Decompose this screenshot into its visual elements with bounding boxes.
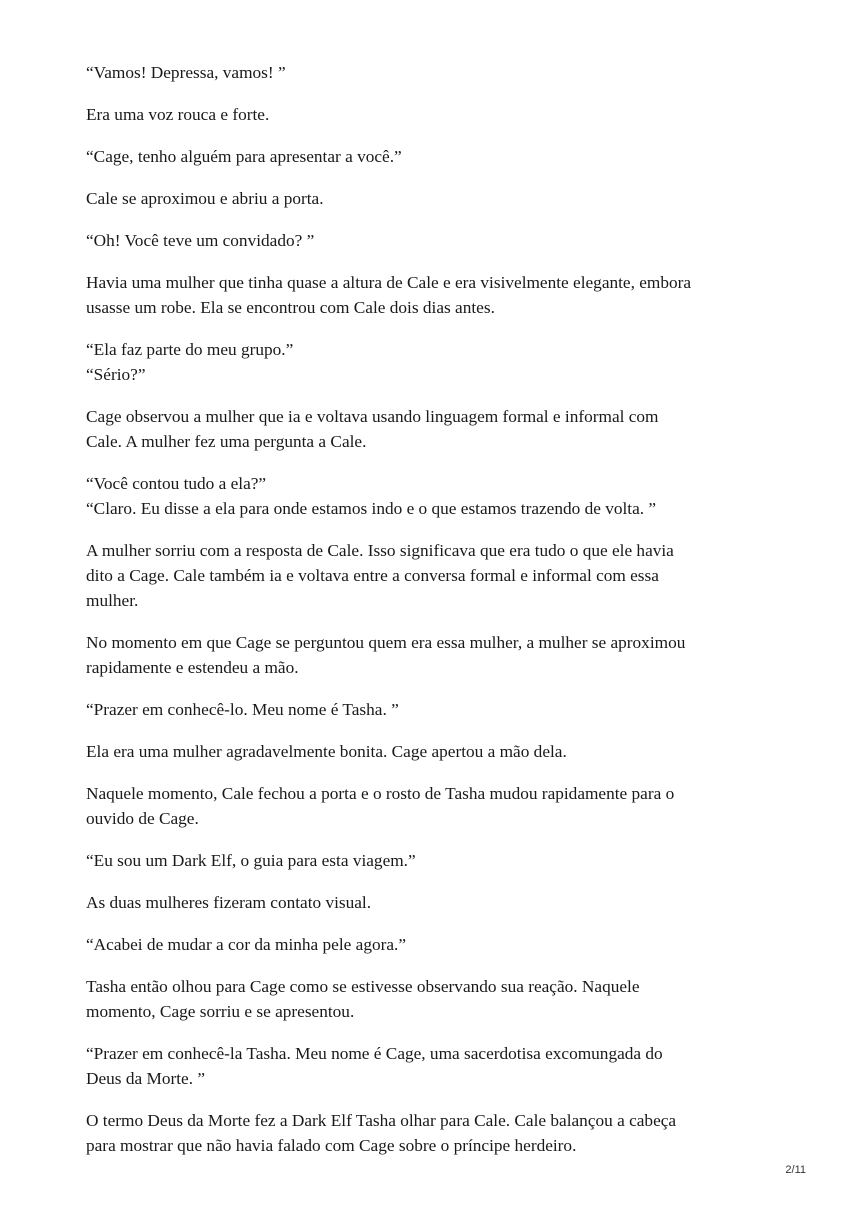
text-line: No momento em que Cage se perguntou quem era essa mulher, a mulher se aproximou	[86, 633, 686, 652]
paragraph	[86, 270, 786, 320]
text-line: “Prazer em conhecê-la Tasha. Meu nome é Cage, uma sacerdotisa excomungada do	[86, 1044, 663, 1063]
paragraph	[86, 1108, 786, 1158]
text-line: “Acabei de mudar a cor da minha pele agora.”	[86, 935, 407, 954]
text-line: Deus da Morte. ”	[86, 1069, 206, 1088]
text-line: “Sério?”	[86, 365, 146, 384]
text-line: ouvido de Cage.	[86, 809, 199, 828]
paragraph	[86, 186, 786, 211]
paragraph	[86, 848, 786, 873]
text-line: Era uma voz rouca e forte.	[86, 105, 270, 124]
text-line: “Oh! Você teve um convidado? ”	[86, 231, 315, 250]
text-line: “Vamos! Depressa, vamos! ”	[86, 63, 286, 82]
text-line: momento, Cage sorriu e se apresentou.	[86, 1002, 355, 1021]
text-line: Naquele momento, Cale fechou a porta e o rosto de Tasha mudou rapidamente para o	[86, 784, 675, 803]
paragraph	[86, 739, 786, 764]
text-line: “Prazer em conhecê-lo. Meu nome é Tasha. ”	[86, 700, 399, 719]
text-line: “Ela faz parte do meu grupo.”	[86, 340, 294, 359]
paragraph	[86, 228, 786, 253]
text-line: “Eu sou um Dark Elf, o guia para esta viagem.”	[86, 851, 416, 870]
text-line: dito a Cage. Cale também ia e voltava entre a conversa formal e informal com essa	[86, 566, 659, 585]
text-line: A mulher sorriu com a resposta de Cale. Isso significava que era tudo o que ele havia	[86, 541, 674, 560]
paragraph	[86, 1041, 786, 1091]
paragraph	[86, 404, 786, 454]
paragraph	[86, 890, 786, 915]
paragraph	[86, 974, 786, 1024]
text-line: Ela era uma mulher agradavelmente bonita. Cage apertou a mão dela.	[86, 742, 567, 761]
paragraph	[86, 697, 786, 722]
text-line: “Claro. Eu disse a ela para onde estamos indo e o que estamos trazendo de volta. ”	[86, 499, 657, 518]
text-line: Cage observou a mulher que ia e voltava usando linguagem formal e informal com	[86, 407, 659, 426]
document-body	[86, 60, 786, 1175]
text-line: Cale. A mulher fez uma pergunta a Cale.	[86, 432, 367, 451]
text-line: As duas mulheres fizeram contato visual.	[86, 893, 372, 912]
text-line: mulher.	[86, 591, 139, 610]
paragraph	[86, 144, 786, 169]
text-line: “Você contou tudo a ela?”	[86, 474, 267, 493]
paragraph	[86, 337, 786, 387]
text-line: para mostrar que não havia falado com Cage sobre o príncipe herdeiro.	[86, 1136, 577, 1155]
text-line: rapidamente e estendeu a mão.	[86, 658, 299, 677]
paragraph	[86, 102, 786, 127]
paragraph	[86, 781, 786, 831]
paragraph	[86, 60, 786, 85]
text-line: Tasha então olhou para Cage como se estivesse observando sua reação. Naquele	[86, 977, 640, 996]
paragraph	[86, 538, 786, 613]
page-number: 2/11	[785, 1164, 806, 1176]
text-line: usasse um robe. Ela se encontrou com Cale dois dias antes.	[86, 298, 495, 317]
paragraph	[86, 630, 786, 680]
text-line: Cale se aproximou e abriu a porta.	[86, 189, 324, 208]
text-line: Havia uma mulher que tinha quase a altura de Cale e era visivelmente elegante, embora	[86, 273, 692, 292]
text-line: O termo Deus da Morte fez a Dark Elf Tasha olhar para Cale. Cale balançou a cabeça	[86, 1111, 677, 1130]
paragraph	[86, 471, 786, 521]
paragraph	[86, 932, 786, 957]
text-line: “Cage, tenho alguém para apresentar a você.”	[86, 147, 402, 166]
